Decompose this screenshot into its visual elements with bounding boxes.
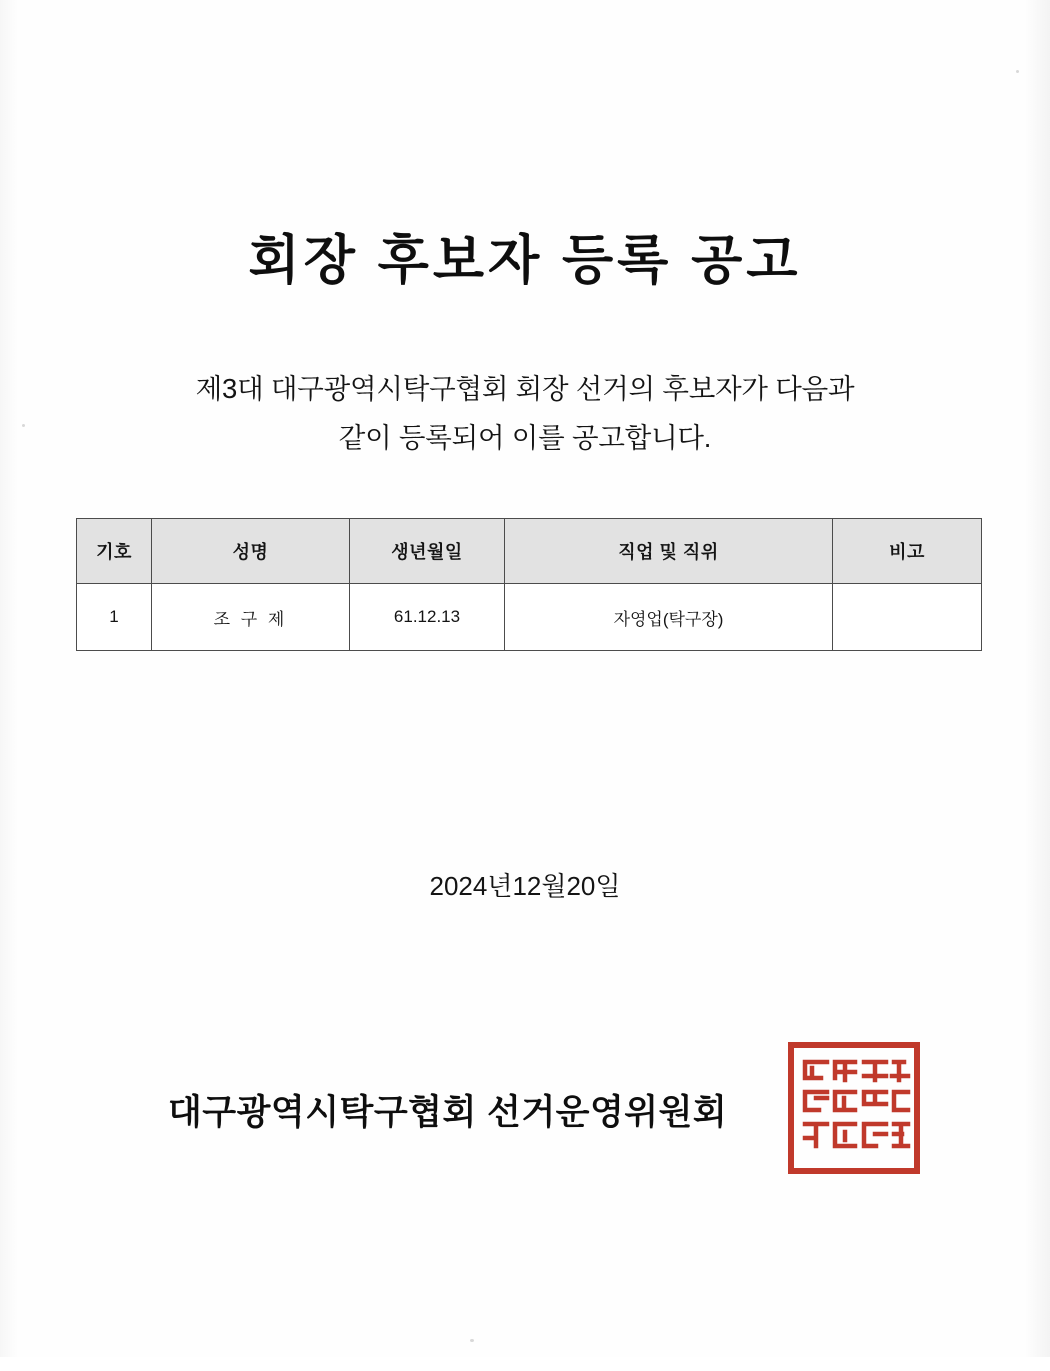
cell-occupation: 자영업(탁구장) [505, 584, 833, 651]
candidate-table-head [77, 519, 982, 584]
scan-speck [1016, 70, 1019, 73]
cell-number: 1 [77, 584, 152, 651]
candidate-table-container [76, 518, 966, 651]
page-title: 회장 후보자 등록 공고 [248, 230, 802, 290]
table-row [77, 584, 982, 651]
scan-speck [22, 424, 25, 427]
issue-date: 2024년12월20일 [429, 871, 621, 901]
announcement-body-line-1: 제3대 대구광역시탁구협회 회장 선거의 후보자가 다음과 [195, 373, 855, 404]
page-right-shading [1024, 0, 1050, 1371]
page-left-shading [0, 0, 18, 1371]
announcement-body [120, 364, 930, 462]
table-header-row [77, 519, 982, 584]
scan-speck [470, 1339, 474, 1342]
cell-remarks [833, 584, 982, 651]
cell-name: 조 구 제 [152, 584, 350, 651]
candidate-table-body [77, 584, 982, 651]
page-bottom-edge [0, 1357, 1050, 1371]
cell-birthdate: 61.12.13 [350, 584, 505, 651]
column-header-name: 성명 [152, 519, 350, 584]
column-header-remarks: 비고 [833, 519, 982, 584]
column-header-number: 기호 [77, 519, 152, 584]
issuer-name: 대구광역시탁구협회 선거운영위원회 [168, 1093, 728, 1132]
announcement-body-line-2: 같이 등록되어 이를 공고합니다. [338, 422, 712, 453]
candidate-table [76, 518, 982, 651]
official-seal-stamp [788, 1042, 920, 1174]
column-header-occupation: 직업 및 직위 [505, 519, 833, 584]
column-header-birthdate: 생년월일 [350, 519, 505, 584]
